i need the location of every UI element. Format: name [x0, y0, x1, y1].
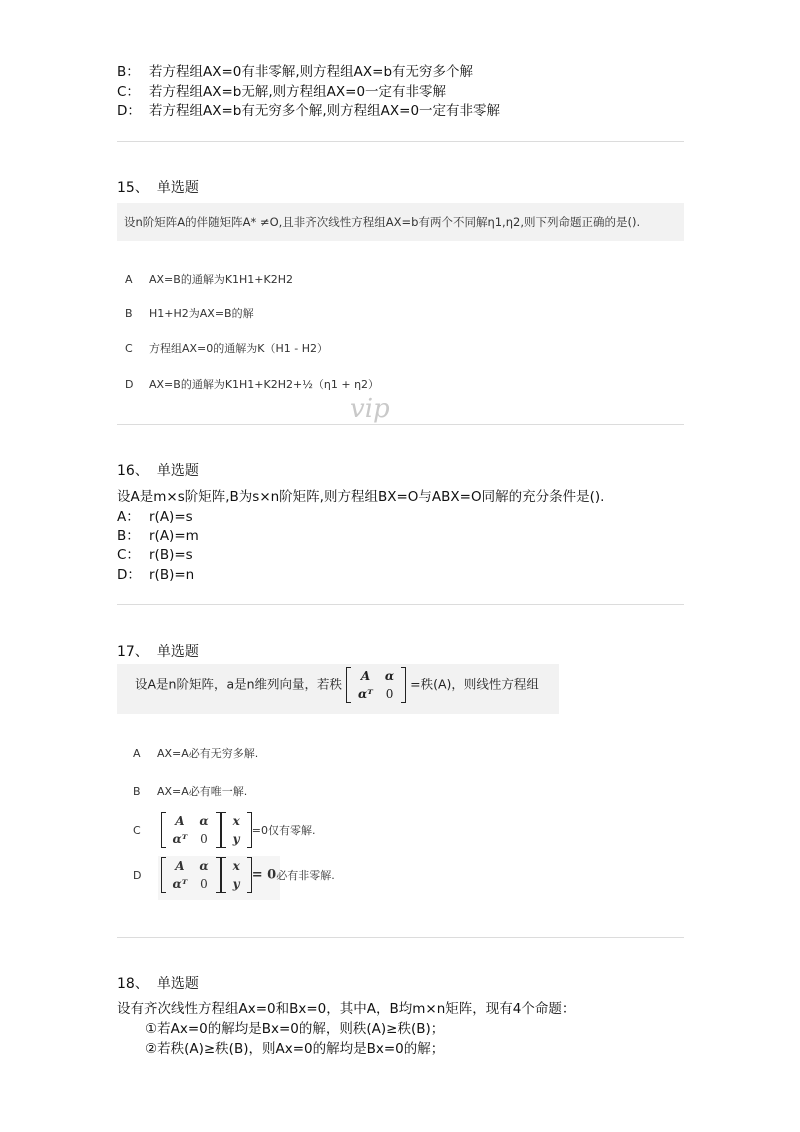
matrix-a22: 0 — [200, 877, 208, 891]
q15-option-a — [125, 271, 293, 287]
option-d-vector — [221, 857, 252, 893]
question-type: 单选题 — [156, 180, 199, 196]
question-type: 单选题 — [156, 463, 199, 479]
q17-option-a — [133, 745, 258, 761]
vector-y: y — [232, 832, 240, 846]
divider — [117, 604, 684, 605]
q15-option-d — [125, 376, 379, 392]
option-text: AX=A必有唯一解. — [157, 785, 248, 798]
option-text: AX=B的通解为K1H1+K2H2 — [149, 273, 294, 286]
q16-option-c — [117, 546, 193, 564]
q18-header — [117, 975, 199, 993]
question-type: 单选题 — [156, 976, 199, 992]
divider — [117, 141, 684, 142]
q16-header — [117, 462, 199, 480]
question-number: 16、 — [117, 463, 149, 479]
matrix-a12: α — [199, 814, 209, 828]
q15-stem: 设n阶矩阵A的伴随矩阵A* ≠O,且非齐次线性方程组AX=b有两个不同解η1,η2,则下列命题正确的是(). — [124, 215, 641, 229]
block-matrix — [346, 667, 406, 703]
matrix-a11: A — [175, 814, 185, 828]
divider — [117, 424, 684, 425]
option-d-matrix — [161, 857, 221, 893]
question-number: 18、 — [117, 976, 149, 992]
matrix-a12: α — [384, 669, 395, 683]
option-text: 必有非零解. — [276, 869, 335, 882]
option-key: D： — [117, 103, 141, 119]
option-text: AX=B的通解为K1H1+K2H2+½（η1 + η2） — [149, 378, 380, 391]
question-number: 17、 — [117, 644, 149, 660]
q16-option-b — [117, 527, 199, 545]
matrix-a21: αᵀ — [172, 832, 188, 846]
q17-stem — [135, 667, 539, 703]
option-key: C — [125, 342, 133, 355]
matrix-a11: A — [360, 669, 371, 683]
option-text: 若方程组AX=b有无穷多个解,则方程组AX=0一定有非零解 — [149, 103, 501, 119]
option-key: C： — [117, 84, 140, 100]
option-key: D — [125, 378, 134, 391]
option-key: A — [125, 273, 133, 286]
q16-option-a — [117, 508, 193, 526]
question-number: 15、 — [117, 180, 149, 196]
option-text: 若方程组AX=0有非零解,则方程组AX=b有无穷多个解 — [149, 64, 474, 80]
q16-stem: 设A是m×s阶矩阵,B为s×n阶矩阵,则方程组BX=O与ABX=O同解的充分条件是(). — [117, 489, 605, 505]
q15-option-c — [125, 340, 328, 356]
option-key: D： — [117, 567, 141, 583]
q14-option-c — [117, 83, 446, 101]
watermark: vip — [350, 394, 390, 424]
option-key: B — [125, 307, 133, 320]
q14-option-d — [117, 102, 500, 120]
option-text: r(A)=m — [149, 528, 199, 544]
option-key: B — [133, 785, 141, 798]
vector-x: x — [232, 814, 240, 828]
question-type: 单选题 — [156, 644, 199, 660]
option-text: H1+H2为AX=B的解 — [149, 307, 254, 320]
option-text: =0仅有零解. — [251, 824, 316, 837]
vector-x: x — [232, 859, 240, 873]
q17-option-d — [133, 857, 335, 893]
option-key: C — [133, 823, 141, 837]
option-eq: = 0 — [251, 867, 277, 883]
option-text: 若方程组AX=b无解,则方程组AX=0一定有非零解 — [149, 84, 447, 100]
option-key: A — [133, 747, 141, 760]
stem-pre: 设A是n阶矩阵，a是n维列向量，若秩 — [135, 676, 343, 692]
q17-option-c — [133, 812, 315, 848]
q18-stem: 设有齐次线性方程组Ax=0和Bx=0，其中A，B均m×n矩阵，现有4个命题： — [117, 1001, 576, 1017]
option-c-vector — [221, 812, 252, 848]
q15-header — [117, 179, 199, 197]
divider — [117, 937, 684, 938]
option-key: C： — [117, 547, 140, 563]
q15-option-b — [125, 305, 254, 321]
q17-header — [117, 643, 199, 661]
option-text: r(A)=s — [149, 509, 193, 525]
option-key: B： — [117, 528, 140, 544]
matrix-a22: 0 — [200, 832, 208, 846]
matrix-a21: αᵀ — [358, 687, 373, 701]
matrix-a22: 0 — [385, 687, 394, 701]
option-text: r(B)=s — [149, 547, 193, 563]
matrix-a21: αᵀ — [172, 877, 188, 891]
q18-item-1: ①若Ax=0的解均是Bx=0的解，则秩(A)≥秩(B)； — [145, 1021, 445, 1037]
matrix-a12: α — [199, 859, 209, 873]
matrix-a11: A — [175, 859, 185, 873]
stem-post: =秩(A)，则线性方程组 — [410, 676, 539, 692]
option-text: AX=A必有无穷多解. — [157, 747, 259, 760]
option-key: A： — [117, 509, 140, 525]
q14-option-b — [117, 63, 473, 81]
vector-y: y — [232, 877, 240, 891]
q17-option-b — [133, 783, 247, 799]
option-text: r(B)=n — [149, 567, 195, 583]
q18-item-2: ②若秩(A)≥秩(B)，则Ax=0的解均是Bx=0的解； — [145, 1041, 445, 1057]
option-text: 方程组AX=0的通解为K（H1 - H2） — [149, 342, 328, 355]
option-c-matrix — [161, 812, 221, 848]
option-key: D — [133, 868, 142, 882]
q16-option-d — [117, 566, 194, 584]
option-key: B： — [117, 64, 140, 80]
